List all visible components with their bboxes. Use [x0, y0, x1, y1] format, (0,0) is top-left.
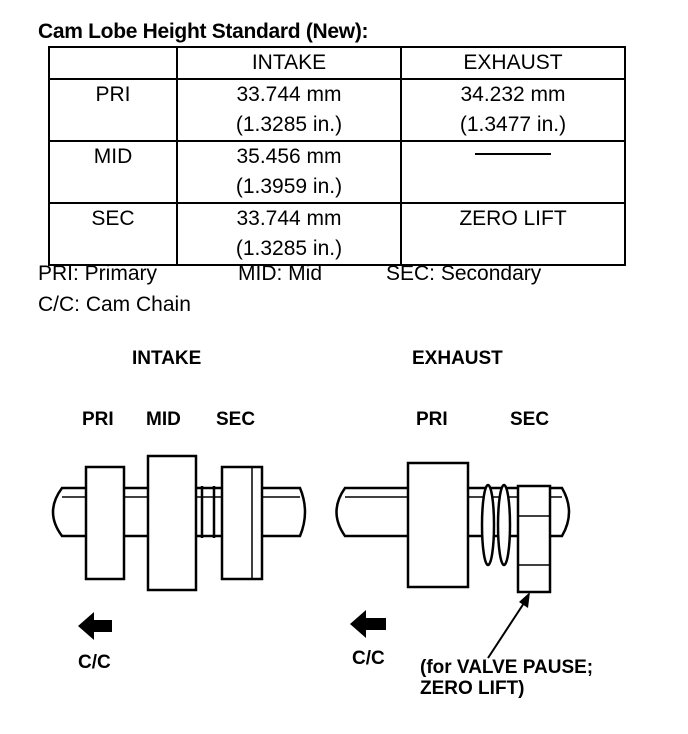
intake-value	[177, 79, 401, 141]
exhaust-cc-label: C/C	[352, 648, 385, 669]
callout-arrowhead-icon	[519, 592, 530, 608]
intake-title: INTAKE	[132, 348, 202, 369]
exhaust-value	[401, 141, 625, 203]
legend-cc: C/C: Cam Chain	[38, 293, 191, 316]
legend-sec: SEC: Secondary	[386, 262, 542, 285]
exhaust-collar	[482, 485, 494, 565]
value-mm: 33.744 mm	[236, 207, 342, 230]
intake-camshaft	[53, 456, 305, 590]
value-in: (1.3477 in.)	[459, 113, 567, 136]
row-label: PRI	[49, 79, 177, 141]
cam-lobe-height-table	[48, 46, 626, 266]
value-zero-lift: ZERO LIFT	[459, 207, 567, 230]
header-cell-empty	[49, 47, 177, 79]
header-cell-exhaust: EXHAUST	[401, 47, 625, 79]
not-applicable-dash	[475, 153, 551, 155]
intake-mid-label: MID	[146, 409, 181, 430]
legend-mid: MID: Mid	[238, 262, 322, 285]
exhaust-value	[401, 79, 625, 141]
table-row-sec	[49, 203, 625, 265]
row-label: SEC	[49, 203, 177, 265]
row-label: MID	[49, 141, 177, 203]
exhaust-pri-label: PRI	[416, 409, 448, 430]
intake-sec-label: SEC	[216, 409, 256, 430]
intake-value	[177, 141, 401, 203]
exhaust-collar	[498, 485, 510, 565]
exhaust-cam-chain-arrow-icon	[350, 610, 386, 638]
exhaust-value	[401, 203, 625, 265]
exhaust-title: EXHAUST	[412, 348, 503, 369]
camshaft-diagram	[0, 330, 688, 734]
value-in: (1.3285 in.)	[235, 113, 343, 136]
intake-cc-label: C/C	[78, 652, 111, 673]
legend-pri: PRI: Primary	[38, 262, 158, 285]
table-title: Cam Lobe Height Standard (New):	[38, 20, 369, 43]
table-row-mid	[49, 141, 625, 203]
exhaust-sec-lobe	[518, 486, 550, 592]
header-cell-intake: INTAKE	[177, 47, 401, 79]
intake-sec-lobe	[222, 467, 262, 579]
table-header-row	[49, 47, 625, 79]
value-mm: 34.232 mm	[460, 83, 566, 106]
intake-cam-chain-arrow-icon	[78, 612, 112, 640]
intake-value	[177, 203, 401, 265]
value-in: (1.3285 in.)	[235, 237, 343, 260]
value-mm: 35.456 mm	[236, 145, 342, 168]
value-mm: 33.744 mm	[236, 83, 342, 106]
exhaust-sec-label: SEC	[510, 409, 550, 430]
intake-mid-lobe	[148, 456, 196, 590]
table-row-pri	[49, 79, 625, 141]
value-in: (1.3959 in.)	[235, 175, 343, 198]
intake-pri-lobe	[86, 467, 124, 579]
callout-line-1: (for VALVE PAUSE;	[420, 657, 594, 678]
callout-leader-line	[488, 600, 526, 658]
exhaust-camshaft	[337, 463, 570, 592]
callout-line-2: ZERO LIFT)	[420, 678, 525, 699]
exhaust-pri-lobe	[408, 463, 468, 587]
intake-pri-label: PRI	[82, 409, 114, 430]
